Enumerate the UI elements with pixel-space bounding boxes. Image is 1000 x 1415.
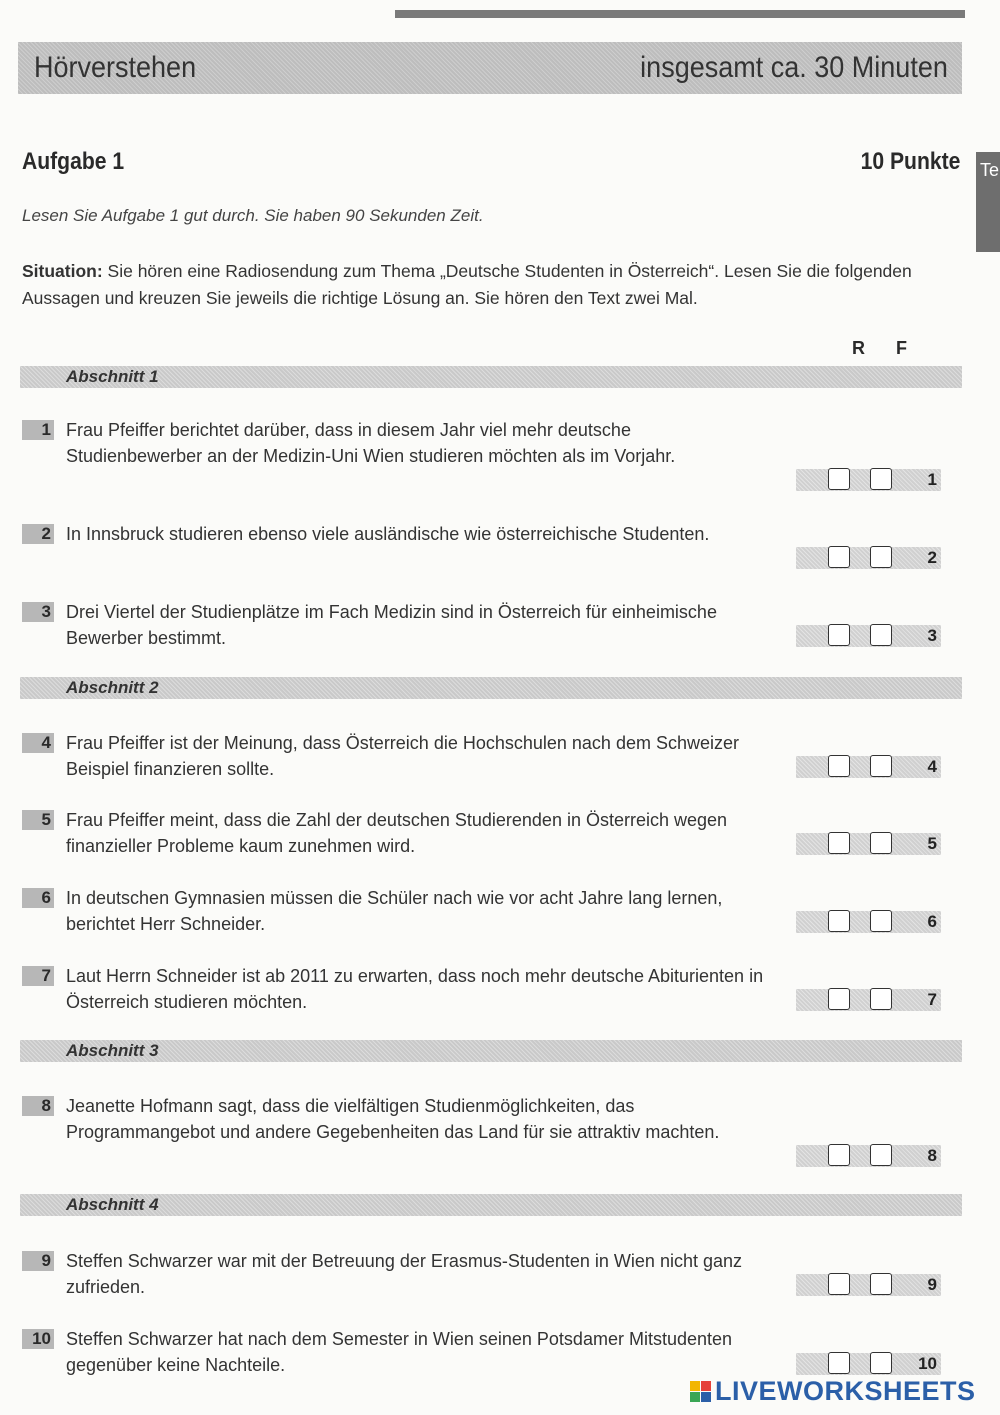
answer-number: 4 xyxy=(927,757,937,776)
answer-number: 6 xyxy=(927,912,937,931)
situation-body: Sie hören eine Radiosendung zum Thema „Deutsche Studenten in Österreich“. Lesen Sie die folgenden Aussagen und kreuzen Sie jeweils die richtige Lösung an. Sie hören den Text zwei Mal. xyxy=(22,261,912,308)
checkbox-falsch[interactable] xyxy=(870,1352,892,1374)
answer-row xyxy=(796,547,941,569)
answer-number: 1 xyxy=(927,470,937,489)
checkbox-falsch[interactable] xyxy=(870,832,892,854)
answer-row xyxy=(796,911,941,933)
question-number: 1 xyxy=(22,420,54,440)
answer-row xyxy=(796,989,941,1011)
question-text: Drei Viertel der Studienplätze im Fach Medizin sind in Österreich für einheimische Bewerber bestimmt. xyxy=(66,602,717,648)
answer-row xyxy=(796,469,941,491)
question-text: In deutschen Gymnasien müssen die Schüler nach wie vor acht Jahre lang lernen, berichtet Herr Schneider. xyxy=(66,888,723,934)
checkbox-richtig[interactable] xyxy=(828,910,850,932)
answer-row xyxy=(796,1145,941,1167)
checkbox-falsch[interactable] xyxy=(870,988,892,1010)
task-instruction: Lesen Sie Aufgabe 1 gut durch. Sie haben 90 Sekunden Zeit. xyxy=(22,206,484,225)
question-text: Jeanette Hofmann sagt, dass die vielfältigen Studienmöglichkeiten, das Programmangebot und andere Gegebenheiten das Land für sie attraktiv machten. xyxy=(66,1096,720,1142)
column-r-label: R xyxy=(852,338,865,358)
banner-duration: insgesamt ca. 30 Minuten xyxy=(640,51,948,84)
section-header: Abschnitt 3 xyxy=(20,1040,962,1062)
question-number: 4 xyxy=(22,733,54,753)
checkbox-falsch[interactable] xyxy=(870,1273,892,1295)
checkbox-richtig[interactable] xyxy=(828,988,850,1010)
answer-row xyxy=(796,1274,941,1296)
answer-number: 7 xyxy=(927,990,937,1009)
situation-text xyxy=(22,258,967,312)
question-number: 2 xyxy=(22,524,54,544)
logo-text: LIVEWORKSHEETS xyxy=(715,1376,976,1406)
answer-row xyxy=(796,756,941,778)
question-text: Frau Pfeiffer ist der Meinung, dass Österreich die Hochschulen nach dem Schweizer Beispiel finanzieren sollte. xyxy=(66,733,739,779)
checkbox-richtig[interactable] xyxy=(828,546,850,568)
checkbox-richtig[interactable] xyxy=(828,755,850,777)
section-banner xyxy=(18,42,962,94)
question-text: Frau Pfeiffer berichtet darüber, dass in diesem Jahr viel mehr deutsche Studienbewerber an der Medizin-Uni Wien studieren möchten als im Vorjahr. xyxy=(66,420,676,466)
answer-number: 8 xyxy=(927,1146,937,1165)
top-rule xyxy=(395,10,965,18)
liveworksheets-logo-icon xyxy=(690,1381,712,1403)
question-text: Steffen Schwarzer war mit der Betreuung der Erasmus-Studenten in Wien nicht ganz zufrieden. xyxy=(66,1251,743,1297)
answer-row xyxy=(796,1353,941,1375)
checkbox-falsch[interactable] xyxy=(870,755,892,777)
checkbox-richtig[interactable] xyxy=(828,1273,850,1295)
question-number: 8 xyxy=(22,1096,54,1116)
answer-number: 9 xyxy=(927,1275,937,1294)
banner-title: Hörverstehen xyxy=(34,51,197,84)
question-text: In Innsbruck studieren ebenso viele ausländische wie österreichische Studenten. xyxy=(66,524,710,544)
side-tab: Te xyxy=(976,152,1000,252)
answer-row xyxy=(796,833,941,855)
question-text: Frau Pfeiffer meint, dass die Zahl der deutschen Studierenden in Österreich wegen finanzieller Probleme kaum zunehmen wird. xyxy=(66,810,728,856)
checkbox-falsch[interactable] xyxy=(870,624,892,646)
task-title: Aufgabe 1 xyxy=(22,148,125,175)
question-text: Steffen Schwarzer hat nach dem Semester in Wien seinen Potsdamer Mitstudenten gegenüber keine Nachteile. xyxy=(66,1329,733,1375)
checkbox-richtig[interactable] xyxy=(828,624,850,646)
question-number: 10 xyxy=(22,1329,54,1349)
checkbox-richtig[interactable] xyxy=(828,1144,850,1166)
question-number: 9 xyxy=(22,1251,54,1271)
checkbox-richtig[interactable] xyxy=(828,832,850,854)
checkbox-falsch[interactable] xyxy=(870,468,892,490)
answer-row xyxy=(796,625,941,647)
checkbox-richtig[interactable] xyxy=(828,468,850,490)
checkbox-falsch[interactable] xyxy=(870,910,892,932)
situation-label: Situation: xyxy=(22,261,103,281)
section-header: Abschnitt 1 xyxy=(20,366,962,388)
checkbox-falsch[interactable] xyxy=(870,1144,892,1166)
question-number: 6 xyxy=(22,888,54,908)
answer-number: 10 xyxy=(918,1354,937,1373)
answer-number: 5 xyxy=(927,834,937,853)
answer-number: 3 xyxy=(927,626,937,645)
answer-number: 2 xyxy=(927,548,937,567)
question-number: 7 xyxy=(22,966,54,986)
liveworksheets-logo xyxy=(690,1376,976,1407)
section-header: Abschnitt 2 xyxy=(20,677,962,699)
task-points: 10 Punkte xyxy=(860,148,960,175)
column-f-label: F xyxy=(896,338,907,358)
question-text: Laut Herrn Schneider ist ab 2011 zu erwarten, dass noch mehr deutsche Abiturienten in Österreich studieren möchten. xyxy=(66,966,764,1012)
question-number: 3 xyxy=(22,602,54,622)
checkbox-richtig[interactable] xyxy=(828,1352,850,1374)
checkbox-falsch[interactable] xyxy=(870,546,892,568)
section-header: Abschnitt 4 xyxy=(20,1194,962,1216)
question-number: 5 xyxy=(22,810,54,830)
